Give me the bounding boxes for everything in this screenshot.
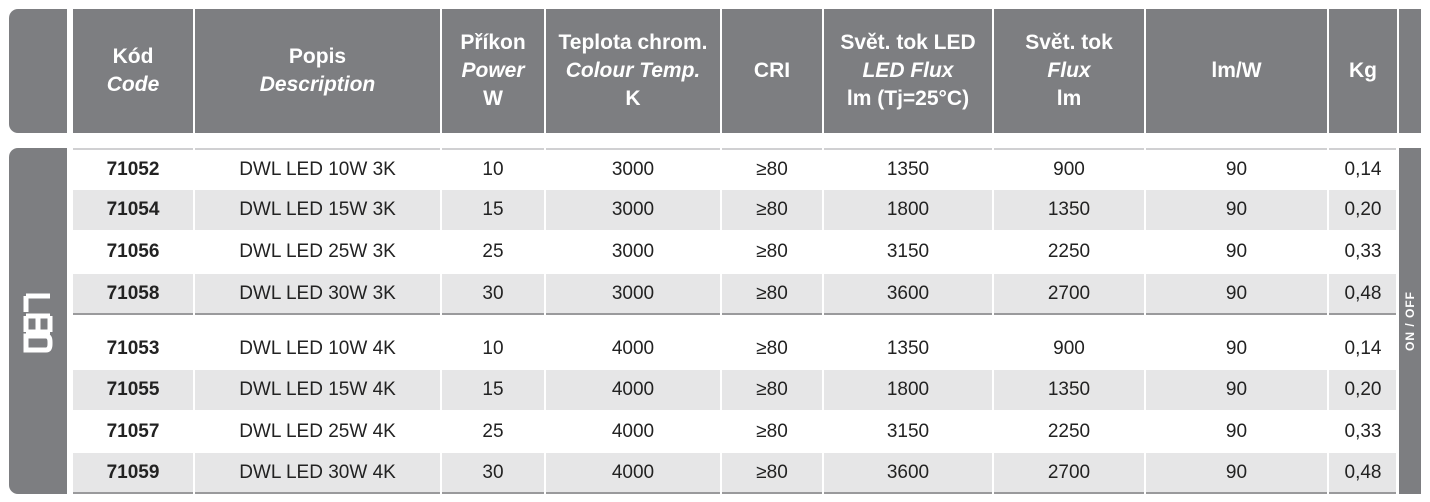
header-temp-line2: Colour Temp. — [565, 59, 701, 82]
table-row — [73, 453, 1396, 493]
cell-cri: ≥80 — [756, 283, 788, 304]
cell-temp: 3000 — [611, 159, 655, 180]
cell-code: 71053 — [106, 338, 160, 359]
header-desc — [195, 9, 440, 133]
header-desc-line2: Description — [259, 73, 376, 96]
column-divider — [992, 148, 994, 494]
header-ledflux-line2: LED Flux — [862, 59, 954, 82]
led-icon — [22, 292, 54, 354]
cell-temp: 3000 — [611, 241, 655, 262]
group-divider — [73, 313, 1396, 315]
cell-kg: 0,48 — [1344, 283, 1382, 304]
column-divider — [720, 148, 722, 494]
table-row — [73, 370, 1396, 410]
cell-ledflux: 3150 — [886, 241, 930, 262]
cell-lmw: 90 — [1225, 462, 1248, 483]
cell-flux: 2250 — [1047, 241, 1091, 262]
cell-flux: 1350 — [1047, 199, 1091, 220]
cell-kg: 0,33 — [1344, 241, 1382, 262]
table-row — [73, 274, 1396, 314]
header-lmw — [1146, 9, 1327, 133]
column-divider — [193, 148, 195, 494]
cell-power: 15 — [482, 199, 504, 220]
cell-lmw: 90 — [1225, 283, 1248, 304]
cell-temp: 4000 — [611, 338, 655, 359]
header-temp-line3: K — [625, 87, 641, 110]
header-temp-line1: Teplota chrom. — [558, 31, 708, 54]
header-ledflux-line3: lm (Tj=25°C) — [846, 87, 970, 110]
header-desc-line1: Popis — [288, 45, 347, 68]
cell-desc: DWL LED 30W 3K — [239, 283, 396, 304]
cell-ledflux: 1350 — [886, 338, 930, 359]
column-divider — [822, 148, 824, 494]
table-row — [73, 412, 1396, 452]
cell-cri: ≥80 — [756, 199, 788, 220]
table-row — [73, 190, 1396, 230]
header-flux-line3: lm — [1056, 87, 1082, 110]
header-side-block — [9, 9, 67, 133]
cell-temp: 4000 — [611, 421, 655, 442]
header-flux — [994, 9, 1144, 133]
cell-power: 10 — [482, 159, 504, 180]
cell-power: 30 — [482, 283, 504, 304]
cell-temp: 3000 — [611, 283, 655, 304]
cell-ledflux: 1800 — [886, 379, 930, 400]
cell-lmw: 90 — [1225, 421, 1248, 442]
cell-ledflux: 1350 — [886, 159, 930, 180]
cell-lmw: 90 — [1225, 338, 1248, 359]
body-bottom-rule — [73, 492, 1396, 494]
cell-ledflux: 3600 — [886, 283, 930, 304]
cell-flux: 2700 — [1047, 283, 1091, 304]
header-cri — [722, 9, 822, 133]
column-divider — [1327, 148, 1329, 494]
header-kg — [1329, 9, 1397, 133]
cell-lmw: 90 — [1225, 241, 1248, 262]
cell-temp: 4000 — [611, 379, 655, 400]
cell-power: 30 — [482, 462, 504, 483]
table-row — [73, 150, 1396, 190]
cell-desc: DWL LED 15W 3K — [239, 199, 396, 220]
cell-power: 10 — [482, 338, 504, 359]
cell-desc: DWL LED 30W 4K — [239, 462, 396, 483]
header-power — [442, 9, 544, 133]
cell-power: 25 — [482, 421, 504, 442]
header-ledflux — [824, 9, 992, 133]
header-cri-line1: CRI — [753, 59, 791, 82]
header-code — [73, 9, 193, 133]
cell-kg: 0,20 — [1344, 379, 1382, 400]
cell-desc: DWL LED 25W 4K — [239, 421, 396, 442]
cell-temp: 3000 — [611, 199, 655, 220]
column-divider — [440, 148, 442, 494]
cell-code: 71058 — [106, 283, 160, 304]
column-divider — [544, 148, 546, 494]
cell-cri: ≥80 — [756, 159, 788, 180]
header-flux-line1: Svět. tok — [1025, 31, 1113, 54]
cell-lmw: 90 — [1225, 379, 1248, 400]
header-code-line1: Kód — [112, 45, 154, 68]
cell-kg: 0,33 — [1344, 421, 1382, 442]
switch-type-label: ON / OFF — [1403, 291, 1417, 351]
cell-temp: 4000 — [611, 462, 655, 483]
header-power-line1: Příkon — [460, 31, 526, 54]
cell-ledflux: 3600 — [886, 462, 930, 483]
table-row — [73, 232, 1396, 272]
cell-desc: DWL LED 10W 3K — [239, 159, 396, 180]
cell-power: 25 — [482, 241, 504, 262]
header-ledflux-line1: Svět. tok LED — [840, 31, 976, 54]
cell-cri: ≥80 — [756, 241, 788, 262]
cell-flux: 900 — [1053, 338, 1085, 359]
cell-cri: ≥80 — [756, 462, 788, 483]
cell-code: 71055 — [106, 379, 160, 400]
cell-kg: 0,48 — [1344, 462, 1382, 483]
cell-code: 71054 — [106, 199, 160, 220]
cell-desc: DWL LED 10W 4K — [239, 338, 396, 359]
header-power-line2: Power — [461, 59, 525, 82]
cell-flux: 2250 — [1047, 421, 1091, 442]
header-kg-line1: Kg — [1349, 59, 1377, 82]
cell-cri: ≥80 — [756, 338, 788, 359]
cell-code: 71059 — [106, 462, 160, 483]
cell-cri: ≥80 — [756, 421, 788, 442]
cell-code: 71056 — [106, 241, 160, 262]
cell-ledflux: 1800 — [886, 199, 930, 220]
cell-cri: ≥80 — [756, 379, 788, 400]
table-row — [73, 329, 1396, 369]
header-lmw-line1: lm/W — [1211, 59, 1262, 82]
cell-power: 15 — [482, 379, 504, 400]
cell-code: 71057 — [106, 421, 160, 442]
cell-flux: 900 — [1053, 159, 1085, 180]
cell-code: 71052 — [106, 159, 160, 180]
cell-flux: 2700 — [1047, 462, 1091, 483]
column-divider — [1144, 148, 1146, 494]
cell-lmw: 90 — [1225, 199, 1248, 220]
cell-kg: 0,14 — [1344, 338, 1382, 359]
cell-desc: DWL LED 15W 4K — [239, 379, 396, 400]
cell-flux: 1350 — [1047, 379, 1091, 400]
cell-kg: 0,14 — [1344, 159, 1382, 180]
cell-lmw: 90 — [1225, 159, 1248, 180]
header-temp — [546, 9, 720, 133]
header-tail-block — [1399, 9, 1421, 133]
cell-ledflux: 3150 — [886, 421, 930, 442]
header-power-line3: W — [483, 87, 503, 110]
cell-desc: DWL LED 25W 3K — [239, 241, 396, 262]
header-code-line2: Code — [106, 73, 160, 96]
header-flux-line2: Flux — [1047, 59, 1091, 82]
cell-kg: 0,20 — [1344, 199, 1382, 220]
